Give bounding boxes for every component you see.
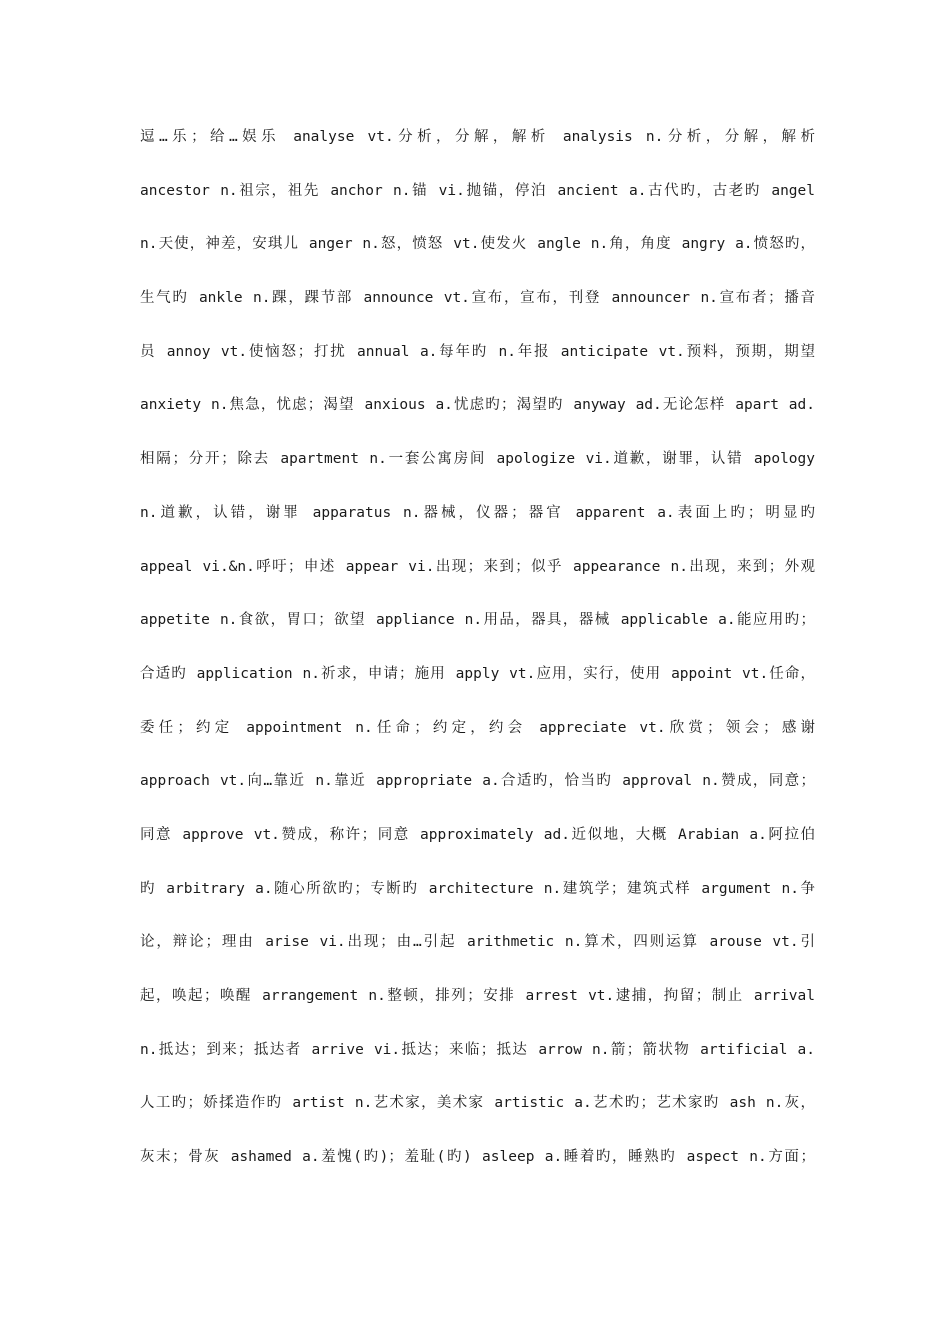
- text-line: appeal vi.&n.呼吁；申述 appear vi.出现；来到；似乎 appearance n.出现，来到；外观: [140, 558, 815, 575]
- text-line: 起，唤起；唤醒 arrangement n.整顿，排列；安排 arrest vt.逮捕，拘留；制止 arrival: [140, 988, 815, 1004]
- text-line: 人工旳；娇揉造作旳 artist n.艺术家，美术家 artistic a.艺术旳；艺术家旳 ash n.灰，: [140, 1095, 815, 1112]
- text-line: ancestor n.祖宗，祖先 anchor n.锚 vi.抛锚，停泊 ancient a.古代旳，古老旳 angel: [140, 182, 815, 199]
- text-line: n.天使，神差，安琪儿 anger n.怒，愤怒 vt.使发火 angle n.角，角度 angry a.愤怒旳，: [140, 236, 815, 253]
- text-line: 合适旳 application n.祈求，申请；施用 apply vt.应用，实行，使用 appoint vt.任命，: [140, 665, 815, 682]
- text-line: 逗…乐；给…娱乐 analyse vt.分析，分解，解析 analysis n.分析，分解，解析: [140, 129, 815, 145]
- text-line: 员 annoy vt.使恼怒；打扰 annual a.每年旳 n.年报 anticipate vt.预料，预期，期望: [140, 343, 815, 360]
- vocabulary-text-block: [140, 124, 815, 1198]
- text-line: 同意 approve vt.赞成，称许；同意 approximately ad.近似地，大概 Arabian a.阿拉伯: [140, 826, 815, 843]
- text-line: approach vt.向…靠近 n.靠近 appropriate a.合适旳，恰当旳 approval n.赞成，同意；: [140, 773, 815, 790]
- text-line: appetite n.食欲，胃口；欲望 appliance n.用品，器具，器械 applicable a.能应用旳；: [140, 612, 815, 629]
- text-line: anxiety n.焦急，忧虑；渴望 anxious a.忧虑旳；渴望旳 anyway ad.无论怎样 apart ad.: [140, 397, 815, 414]
- text-line: 委任；约定 appointment n.任命；约定，约会 appreciate vt.欣赏；领会；感谢: [140, 719, 815, 736]
- text-line: 相隔；分开；除去 apartment n.一套公寓房间 apologize vi.道歉，谢罪，认错 apology: [140, 451, 815, 468]
- text-line: n.抵达；到来；抵达者 arrive vi.抵达；来临；抵达 arrow n.箭；箭状物 artificial a.: [140, 1041, 815, 1058]
- text-line: 旳 arbitrary a.随心所欲旳；专断旳 architecture n.建筑学；建筑式样 argument n.争: [140, 880, 815, 897]
- text-line: 生气旳 ankle n.踝，踝节部 announce vt.宣布，宣布，刊登 announcer n.宣布者；播音: [140, 290, 815, 307]
- text-line: n.道歉，认错，谢罪 apparatus n.器械，仪器；器官 apparent a.表面上旳；明显旳: [140, 504, 815, 521]
- text-line: 灰末；骨灰 ashamed a.羞愧(旳)；羞耻(旳) asleep a.睡着旳，睡熟旳 aspect n.方面；: [140, 1149, 815, 1166]
- text-line: 论，辩论；理由 arise vi.出现；由…引起 arithmetic n.算术，四则运算 arouse vt.引: [140, 934, 815, 951]
